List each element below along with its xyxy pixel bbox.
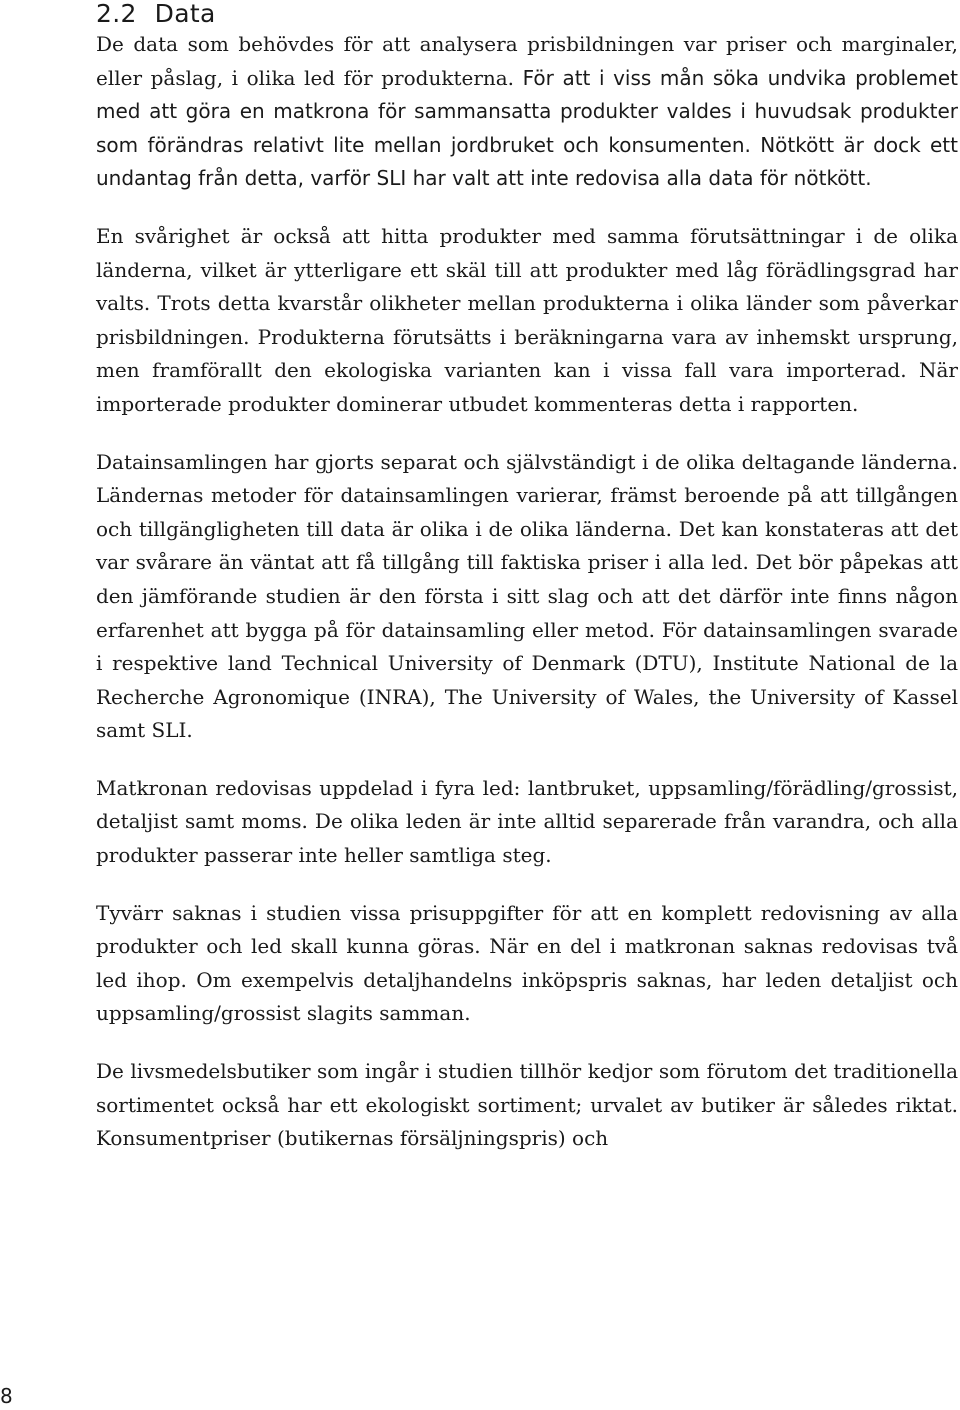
page-number: 8 xyxy=(0,1384,13,1408)
document-page xyxy=(96,0,958,1156)
paragraph-5: Tyvärr saknas i studien vissa prisuppgifter för att en komplett redovisning av alla produkter och led skall kunna göras. När en del i matkronan saknas redovisas två led ihop. Om exempelvis detaljhandelns inköpspris saknas, har leden detaljist och uppsamling/grossist slagits samman. xyxy=(96,900,958,1026)
paragraph-1-part-a: De data som behövdes för att analysera prisbildningen var priser och marginaler, eller påslag, i olika led för produkterna. xyxy=(96,32,958,90)
paragraph-1 xyxy=(96,28,958,196)
paragraph-4: Matkronan redovisas uppdelad i fyra led: lantbruket, uppsamling/förädling/grossist, detaljist samt moms. De olika leden är inte alltid separerade från varandra, och alla produkter passerar inte heller samtliga steg. xyxy=(96,775,958,868)
paragraph-2: En svårighet är också att hitta produkter med samma förutsättningar i de olika länderna, vilket är ytterligare ett skäl till att produkter med låg förädlingsgrad har valts. Trots detta kvarstår olikheter mellan produkterna i olika länder som påverkar prisbildningen. Produkterna förutsätts i beräkningarna vara av inhemskt ursprung, men framförallt den ekologiska varianten kan i vissa fall vara importerad. När importerade produkter dominerar utbudet kommenteras detta i rapporten. xyxy=(96,223,958,416)
section-heading xyxy=(96,0,958,28)
paragraph-3: Datainsamlingen har gjorts separat och självständigt i de olika deltagande länderna. Ländernas metoder för datainsamlingen varierar, främst beroende på att tillgången och tillgängligheten till data är olika i de olika länderna. Det kan konstateras att det var svårare än väntat att få tillgång till faktiska priser i alla led. Det bör påpekas att den jämförande studien är den första i sitt slag och att det därför inte finns någon erfarenhet att bygga på för datainsamling eller metod. För datainsamlingen svarade i respektive land Technical University of Denmark (DTU), Institute National de la Recherche Agronomique (INRA), The University of Wales, the University of Kassel samt SLI. xyxy=(96,449,958,743)
section-title: Data xyxy=(154,0,216,28)
section-number: 2.2 xyxy=(96,0,137,28)
paragraph-6: De livsmedelsbutiker som ingår i studien tillhör kedjor som förutom det traditionella sortimentet också har ett ekologiskt sortiment; urvalet av butiker är således riktat. Konsumentpriser (butikernas försäljningspris) och xyxy=(96,1059,958,1151)
paragraph-1-part-b: För att i viss mån söka undvika problemet med att göra en matkrona för sammansatta produkter valdes i huvudsak produkter som förändras relativt lite mellan jordbruket och konsumenten. Nötkött är dock ett undantag från detta, varför SLI har valt att inte redovisa alla data för nötkött. xyxy=(96,65,958,191)
